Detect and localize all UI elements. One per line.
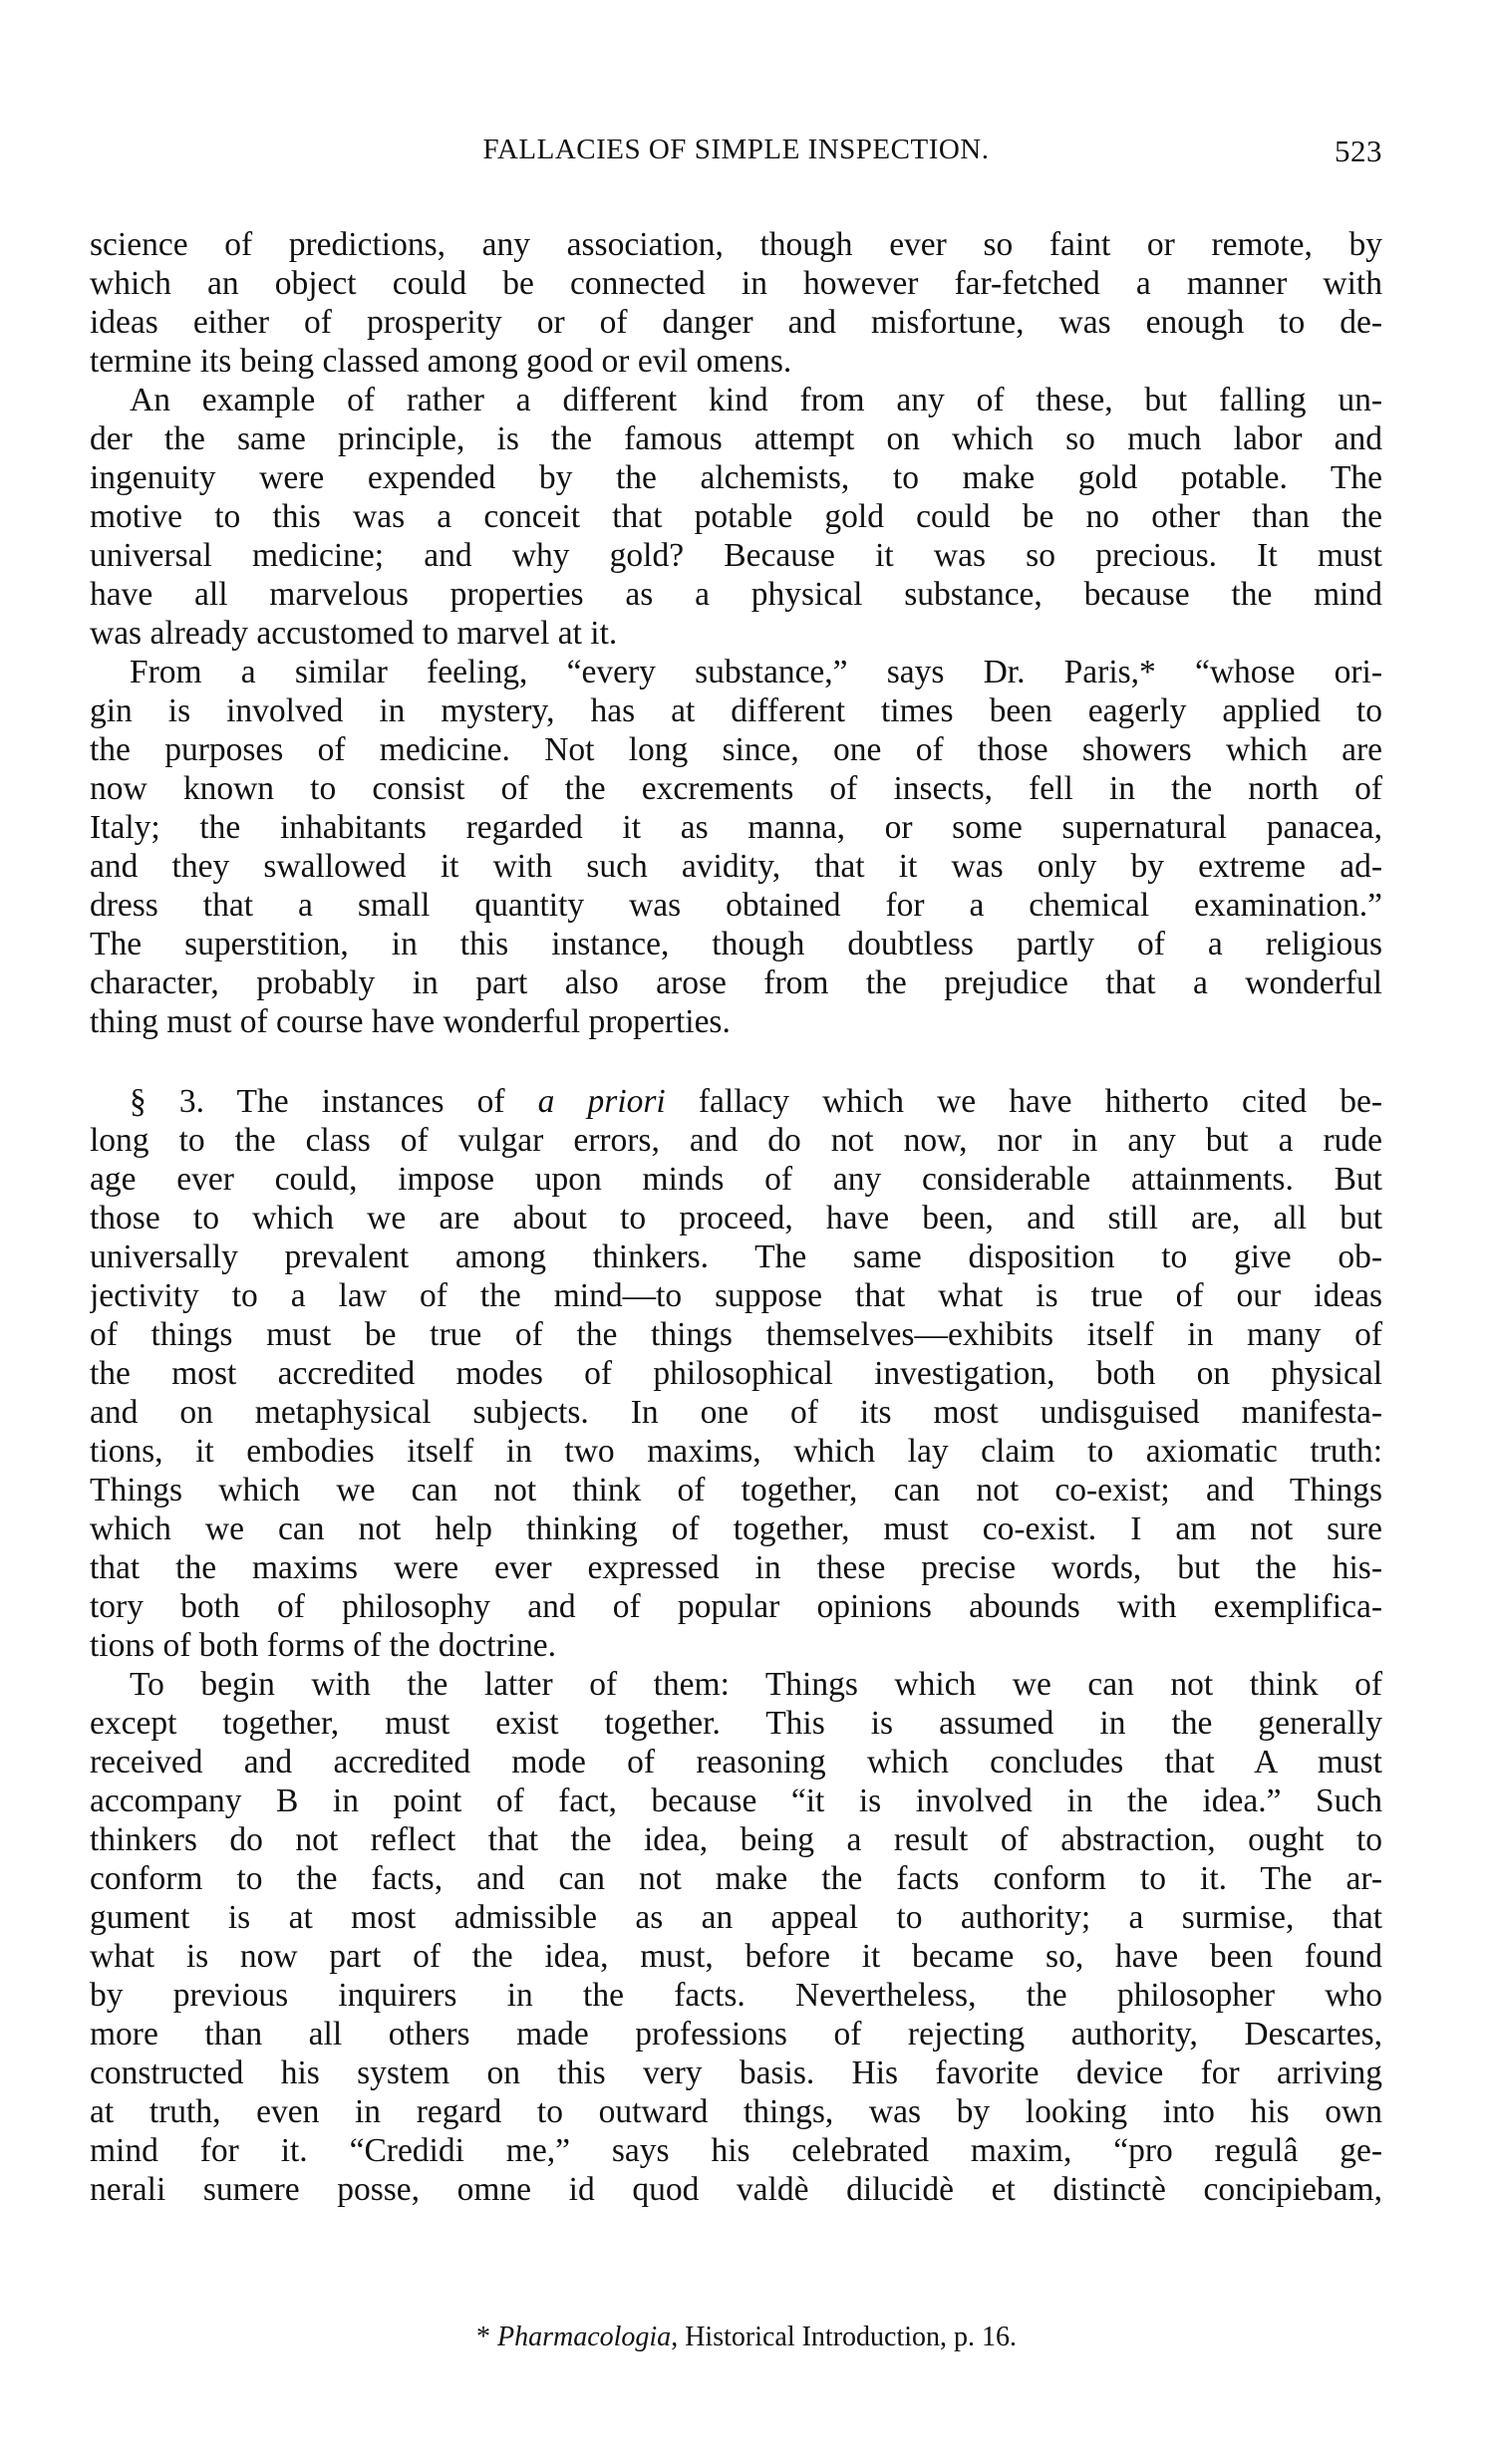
text-line: termine its being classed among good or evil omens. xyxy=(90,343,792,380)
footnote-marker: * xyxy=(475,2322,497,2352)
text-line: From a similar feeling, “every substance,” says Dr. Paris,* “whose ori- xyxy=(130,654,1382,690)
text-line: gument is at most admissible as an appeal to authority; a surmise, that xyxy=(90,1899,1382,1936)
text-line: the most accredited modes of philosophical investigation, both on physical xyxy=(90,1355,1382,1392)
text-line: dress that a small quantity was obtained for a chemical examination.” xyxy=(90,887,1382,924)
text-line: age ever could, impose upon minds of any considerable attainments. But xyxy=(90,1161,1382,1198)
text-line: gin is involved in mystery, has at different times been eagerly applied to xyxy=(90,692,1382,729)
running-title: FALLACIES OF SIMPLE INSPECTION. xyxy=(482,134,990,165)
text-line: Italy; the inhabitants regarded it as manna, or some supernatural panacea, xyxy=(90,809,1382,846)
text-line: the purposes of medicine. Not long since, one of those showers which are xyxy=(90,731,1382,768)
text-line: conform to the facts, and can not make the facts conform to it. The ar- xyxy=(90,1860,1382,1897)
text-line: The superstition, in this instance, though doubtless partly of a religious xyxy=(90,926,1382,962)
section-3-italic: a priori xyxy=(537,1083,666,1120)
text-line: universal medicine; and why gold? Because it was so precious. It must xyxy=(90,537,1382,574)
text-line: accompany B in point of fact, because “it is involved in the idea.” Such xyxy=(90,1782,1382,1819)
text-line: science of predictions, any association, though ever so faint or remote, by xyxy=(90,226,1382,263)
text-line: jectivity to a law of the mind—to suppose that what is true of our ideas xyxy=(90,1277,1382,1314)
text-line: ingenuity were expended by the alchemists, to make gold potable. The xyxy=(90,459,1382,496)
running-header xyxy=(90,134,1382,177)
text-line: ideas either of prosperity or of danger and misfortune, was enough to de- xyxy=(90,304,1382,341)
page-number: 523 xyxy=(1335,134,1382,168)
text-line: constructed his system on this very basis. His favorite device for arriving xyxy=(90,2054,1382,2091)
section-heading-line xyxy=(90,1082,1382,1121)
text-line: of things must be true of the things themselves—exhibits itself in many of xyxy=(90,1316,1382,1353)
text-line: at truth, even in regard to outward things, was by looking into his own xyxy=(90,2093,1382,2130)
section-gap xyxy=(90,1041,1382,1082)
text-line: have all marvelous properties as a physical substance, because the mind xyxy=(90,576,1382,613)
text-line: Things which we can not think of together, can not co-exist; and Things xyxy=(90,1472,1382,1508)
text-line: character, probably in part also arose from the prejudice that a wonderful xyxy=(90,964,1382,1001)
text-line: tions, it embodies itself in two maxims, which lay claim to axiomatic truth: xyxy=(90,1433,1382,1470)
footnote-rest: , Historical Introduction, p. 16. xyxy=(671,2322,1018,2352)
text-line: those to which we are about to proceed, have been, and still are, all but xyxy=(90,1200,1382,1236)
text-line: thinkers do not reflect that the idea, being a result of abstraction, ought to xyxy=(90,1821,1382,1858)
section-3-post: fallacy which we have hitherto cited be- xyxy=(665,1083,1382,1120)
text-line: An example of rather a different kind from any of these, but falling un- xyxy=(130,382,1382,418)
text-line: and on metaphysical subjects. In one of its most undisguised manifesta- xyxy=(90,1394,1382,1431)
text-line: now known to consist of the excrements of insects, fell in the north of xyxy=(90,770,1382,807)
text-line: more than all others made professions of rejecting authority, Descartes, xyxy=(90,2016,1382,2053)
text-line: tory both of philosophy and of popular opinions abounds with exemplifica- xyxy=(90,1588,1382,1625)
text-line: what is now part of the idea, must, before it became so, have been found xyxy=(90,1938,1382,1975)
text-line: universally prevalent among thinkers. The same disposition to give ob- xyxy=(90,1238,1382,1275)
text-line: by previous inquirers in the facts. Nevertheless, the philosopher who xyxy=(90,1977,1382,2014)
section-3-pre: § 3. The instances of xyxy=(130,1083,538,1120)
text-line: which an object could be connected in however far-fetched a manner with xyxy=(90,265,1382,302)
footnote-title: Pharmacologia xyxy=(496,2322,672,2352)
text-line: was already accustomed to marvel at it. xyxy=(90,615,618,652)
page-body xyxy=(90,225,1382,2209)
text-line: that the maxims were ever expressed in these precise words, but the his- xyxy=(90,1549,1382,1586)
text-line: received and accredited mode of reasoning which concludes that A must xyxy=(90,1744,1382,1780)
footnote xyxy=(0,2322,1493,2353)
text-line: except together, must exist together. This is assumed in the generally xyxy=(90,1705,1382,1742)
text-line: which we can not help thinking of together, must co-exist. I am not sure xyxy=(90,1510,1382,1547)
text-line: der the same principle, is the famous attempt on which so much labor and xyxy=(90,420,1382,457)
text-line: To begin with the latter of them: Things which we can not think of xyxy=(130,1666,1382,1703)
text-line: thing must of course have wonderful properties. xyxy=(90,1003,731,1040)
text-line: long to the class of vulgar errors, and do not now, nor in any but a rude xyxy=(90,1122,1382,1159)
text-line: tions of both forms of the doctrine. xyxy=(90,1627,556,1664)
text-line: mind for it. “Credidi me,” says his celebrated maxim, “pro regulâ ge- xyxy=(90,2132,1382,2169)
text-line: nerali sumere posse, omne id quod valdè dilucidè et distinctè concipiebam, xyxy=(90,2171,1382,2208)
text-line: and they swallowed it with such avidity, that it was only by extreme ad- xyxy=(90,848,1382,885)
text-line: motive to this was a conceit that potable gold could be no other than the xyxy=(90,498,1382,535)
